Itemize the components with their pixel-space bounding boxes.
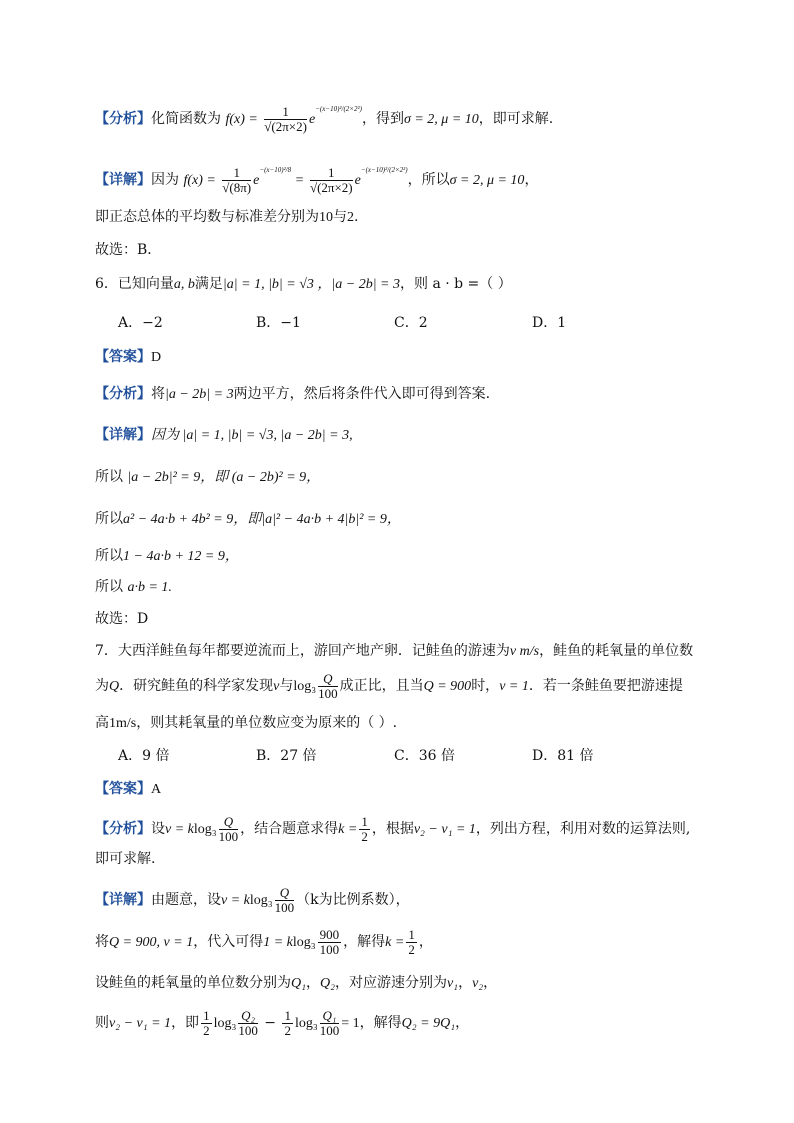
q6-option-a[interactable]: A．−2 <box>118 315 163 331</box>
q7-stem-1: 7．大西洋鲑鱼每年都要逆流而上，游回产地产卵．记鲑鱼的游速为v m/s，鲑鱼的耗氧量的单位数 <box>95 643 694 659</box>
q7-option-b[interactable]: B．27 倍 <box>256 748 317 764</box>
q7-answer: 【答案】A <box>95 781 162 797</box>
q7-options <box>118 746 754 766</box>
q7-analysis-frac: $\frac{Q}{100}$ <box>218 813 239 844</box>
q6-detail-4: 所以1 − 4a·b + 12 = 9， <box>95 548 239 564</box>
detail-label: 【详解】 <box>95 172 151 188</box>
q6-detail-5: 所以 a·b = 1. <box>95 579 172 595</box>
q6-option-b[interactable]: B．−1 <box>256 315 301 331</box>
q7-frac-q100: $\frac{Q}{100}$ <box>318 670 338 701</box>
q7-frac-q1: $\frac{\text{Q₁}}{100}$ <box>319 1007 340 1038</box>
q7-stem-3: 高1m/s，则其耗氧量的单位数应变为原来的（ ）. <box>95 715 398 731</box>
q7-detail-frac: $\frac{Q}{100}$ <box>274 884 295 915</box>
answer-label: 【答案】 <box>95 349 151 365</box>
q5-choice: 故选：B． <box>95 242 162 258</box>
q6-answer: 【答案】D <box>95 349 162 365</box>
q6-choice: 故选：D <box>95 611 149 627</box>
q6-option-c[interactable]: C．2 <box>394 315 428 331</box>
q7-analysis: 【分析】设v = klog₃ $\frac{Q}{100}$ ，结合题意求得k = $\frac{1}{2}$ ，根据v₂ − v₁ = 1，列出方程，利用对数的运算法则, <box>95 813 691 844</box>
q6-detail-3: 所以a² − 4a·b + 4b² = 9，即|a|² − 4a·b + 4|b|² = 9， <box>95 511 401 527</box>
q6-option-d[interactable]: D．1 <box>532 315 567 331</box>
q5-frac1: $\frac{1}{√(2\pi\times 2)}$ <box>264 103 307 134</box>
q7-option-c[interactable]: C．36 倍 <box>394 748 455 764</box>
q7-half: $\frac{1}{2}$ <box>361 813 368 844</box>
q5-frac3: $\frac{1}{√(2\pi\times 2)}$ <box>309 164 353 195</box>
q7-analysis-end: 即可求解. <box>95 851 156 867</box>
q7-half-2: $\frac{1}{2}$ <box>408 926 415 957</box>
q5-detail-line: 【详解】因为 f(x) = $\frac{1}{√(8\pi)}$ $e^{-(x-10)^2/8}$ = $\frac{1}{√(2\pi\times 2)}$ $e^{-(x-10)^2/(2\times 2^2)}$，所以σ = 2, μ = 10， <box>95 164 539 195</box>
q5-func: f(x) = <box>225 112 258 127</box>
q5-exponent: −(x−10)²/(2×2²) <box>315 105 362 113</box>
q7-detail-2: 将Q = 900, v = 1，代入可得1 = klog₃ $\frac{900}{100}$ ，解得k = $\frac{1}{2}$ ， <box>95 926 433 957</box>
q6-analysis: 【分析】将|a − 2b| = 3两边平方，然后将条件代入即可得到答案. <box>95 386 491 402</box>
q6-detail-2: 所以 |a − 2b|² = 9，即 (a − 2b)² = 9， <box>95 469 321 485</box>
q6-stem: 6．已知向量a, b满足|a| = 1, |b| = √3 ，|a − 2b| = 3，则 a · b =（ ） <box>95 276 512 292</box>
q7-option-d[interactable]: D．81 倍 <box>532 748 594 764</box>
q7-detail-1: 【详解】由题意，设v = klog₃ $\frac{Q}{100}$ （k为比例系数）， <box>95 884 410 915</box>
q5-sigma-mu: σ = 2, μ = 10 <box>403 112 479 127</box>
q5-frac2: $\frac{1}{√(8\pi)}$ <box>222 164 252 195</box>
q7-half-3: $\frac{1}{2}$ <box>203 1007 210 1038</box>
analysis-label: 【分析】 <box>95 111 151 127</box>
q7-stem-2: 为Q．研究鲑鱼的科学家发现v与log₃ $\frac{Q}{100}$ 成正比，且当Q = 900时，v = 1．若一条鲑鱼要把游速提 <box>95 670 683 701</box>
q7-detail-4: 则v₂ − v₁ = 1，即 $\frac{1}{2}$ log₃ $\frac{\text{Q₂}}{100}$ − $\frac{1}{2}$ log₃ $\frac{\text{Q₁}}{100}$ = 1，解得Q₂ = 9Q₁， <box>95 1007 470 1038</box>
q7-option-a[interactable]: A．9 倍 <box>118 748 170 764</box>
q5-analysis-line: 【分析】化简函数为 f(x) = $\frac{1}{√(2\pi\times 2)}$ $e^{-(x-10)^2/(2\times 2^2)}$，得到σ = 2, μ = 10，即可求解. <box>95 103 554 134</box>
q6-options <box>118 313 754 333</box>
q6-detail-1: 【详解】因为 |a| = 1, |b| = √3, |a − 2b| = 3, <box>95 427 353 443</box>
q5-conclusion: 即正态总体的平均数与标准差分别为10与2. <box>95 209 359 225</box>
q7-half-4: $\frac{1}{2}$ <box>284 1007 291 1038</box>
q7-detail-3: 设鲑鱼的耗氧量的单位数分别为Q₁，Q₂，对应游速分别为v₁，v₂， <box>95 975 498 991</box>
q7-frac-900: $\frac{900}{100}$ <box>319 926 340 957</box>
q7-frac-q2: $\frac{\text{Q₂}}{100}$ <box>238 1007 258 1038</box>
q5-analysis-text: 化简函数为 <box>151 111 221 127</box>
